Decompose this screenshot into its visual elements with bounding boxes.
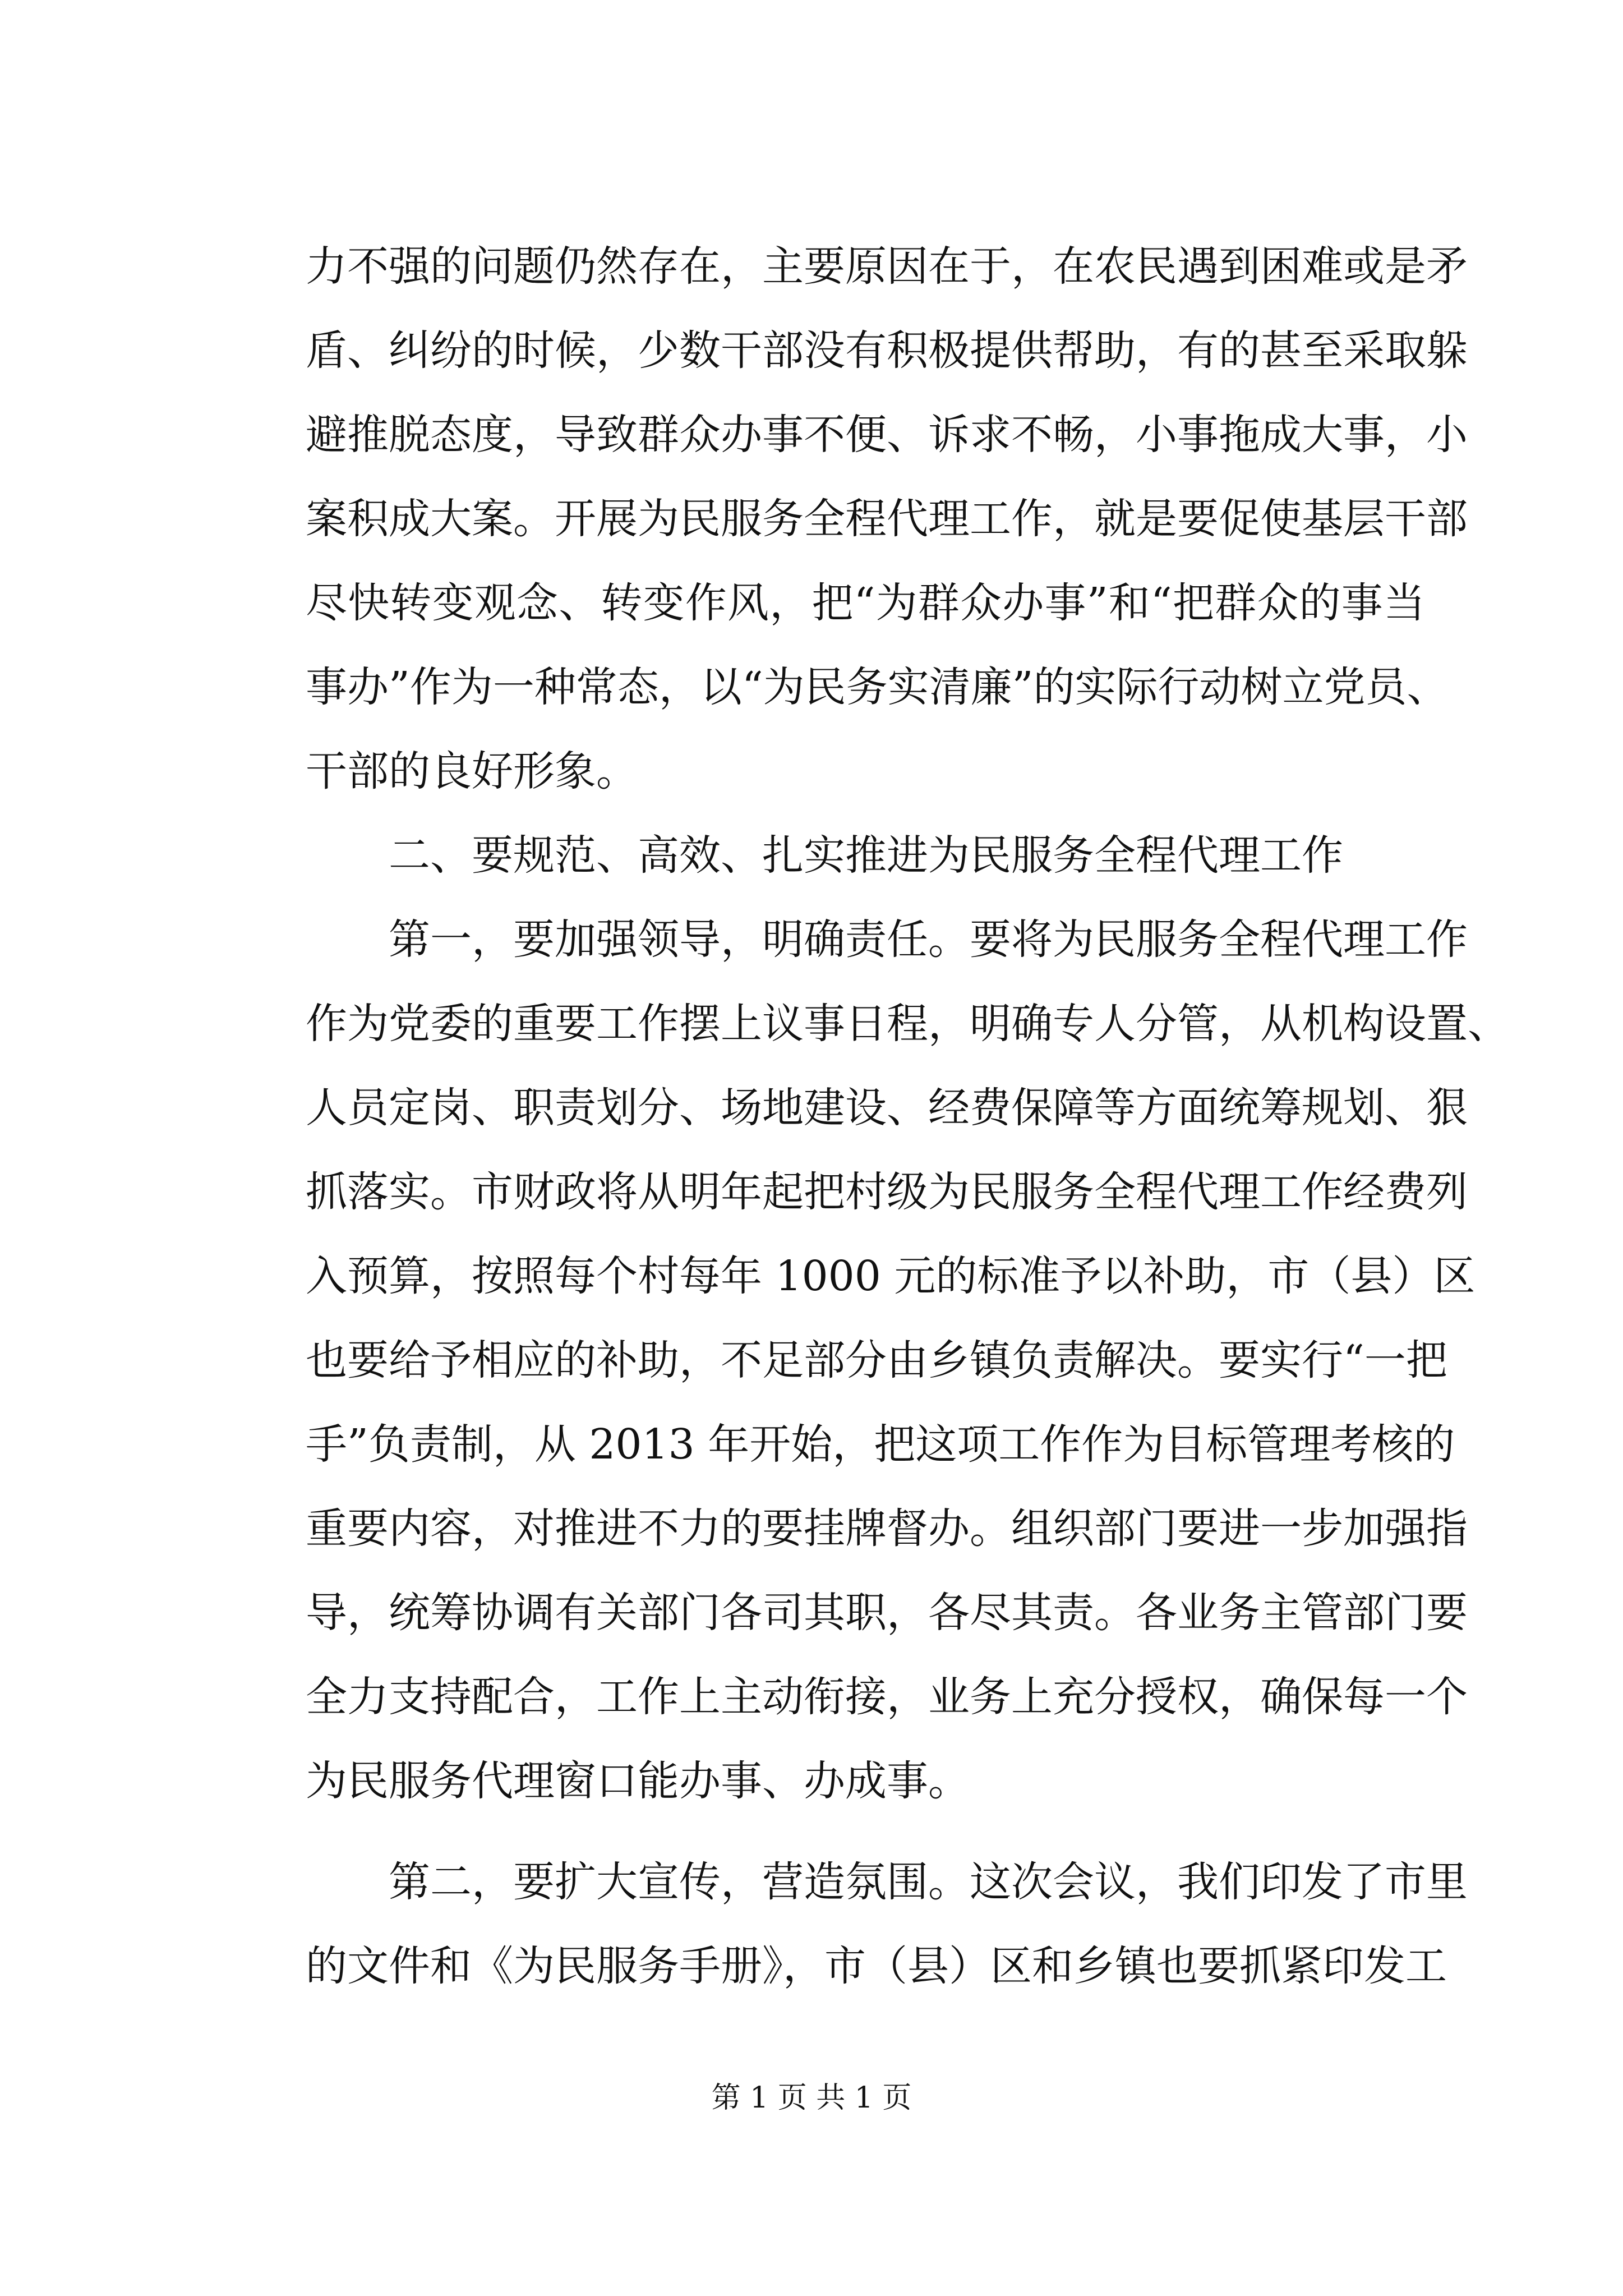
text-line: 事办”作为一种常态，以“为民务实清廉”的实际行动树立党员、 [306,663,1449,711]
page-footer: 第 1 页 共 1 页 [711,2081,912,2115]
text-line: 手”负责制，从 2013 年开始，把这项工作作为目标管理考核的 [306,1420,1455,1469]
text-line: 重要内容，对推进不力的要挂牌督办。组织部门要进一步加强指 [306,1504,1468,1553]
text-line: 为民服务代理窗口能办事、办成事。 [306,1757,970,1805]
text-line: 入预算，按照每个村每年 1000 元的标准予以补助，市（县）区 [306,1252,1476,1300]
text-line: 作为党委的重要工作摆上议事日程，明确专人分管，从机构设置、 [306,1000,1509,1048]
text-line: 全力支持配合，工作上主动衔接，业务上充分授权，确保每一个 [306,1673,1468,1721]
text-line: 人员定岗、职责划分、场地建设、经费保障等方面统筹规划、狠 [306,1084,1468,1132]
text-line: 第一，要加强领导，明确责任。要将为民服务全程代理工作 [306,915,1468,964]
text-line: 也要给予相应的补助，不足部分由乡镇负责解决。要实行“一把 [306,1336,1447,1384]
text-line: 的文件和《为民服务手册》，市（县）区和乡镇也要抓紧印发工 [306,1942,1447,1990]
text-line: 尽快转变观念、转变作风，把“为群众办事”和“把群众的事当 [306,579,1425,627]
text-line: 力不强的问题仍然存在，主要原因在于，在农民遇到困难或是矛 [306,242,1468,291]
text-line: 案积成大案。开展为民服务全程代理工作，就是要促使基层干部 [306,495,1468,543]
text-line: 第二，要扩大宣传，营造氛围。这次会议，我们印发了市里 [306,1858,1468,1906]
section-heading: 二、要规范、高效、扎实推进为民服务全程代理工作 [306,831,1343,880]
text-line: 抓落实。市财政将从明年起把村级为民服务全程代理工作经费列 [306,1168,1468,1216]
text-line: 干部的良好形象。 [306,747,638,795]
text-line: 避推脱态度，导致群众办事不便、诉求不畅，小事拖成大事，小 [306,411,1468,459]
text-line: 盾、纠纷的时候，少数干部没有积极提供帮助，有的甚至采取躲 [306,326,1468,375]
text-line: 导，统筹协调有关部门各司其职，各尽其责。各业务主管部门要 [306,1589,1468,1637]
